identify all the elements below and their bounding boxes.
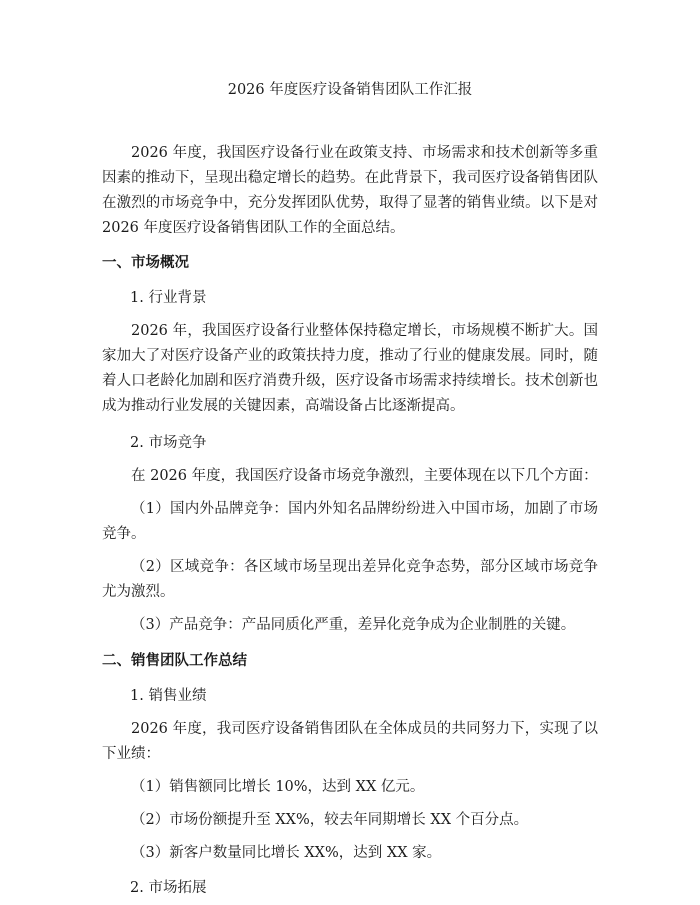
- list-item-regional-competition: （2）区域竞争：各区域市场呈现出差异化竞争态势，部分区域市场竞争尤为激烈。: [102, 559, 598, 600]
- document-body: [102, 141, 598, 899]
- list-item-product-competition: （3）产品竞争：产品同质化严重，差异化竞争成为企业制胜的关键。: [131, 617, 576, 633]
- section-heading-sales-team-summary: 二、销售团队工作总结: [102, 653, 247, 669]
- subheading-market-competition: 2. 市场竞争: [130, 435, 207, 451]
- paragraph-market-competition: 在 2026 年度，我国医疗设备市场竞争激烈，主要体现在以下几个方面：: [131, 468, 598, 484]
- document-title: 2026 年度医疗设备销售团队工作汇报: [227, 82, 473, 98]
- section-heading-market-overview: 一、市场概况: [102, 255, 189, 271]
- paragraph-industry-background: 2026 年，我国医疗设备行业整体保持稳定增长，市场规模不断扩大。国家加大了对医疗设备产业的政策扶持力度，推动了行业的健康发展。同时，随着人口老龄化加剧和医疗消费升级，医疗设备市场需求持续增长。技术创新也成为推动行业发展的关键因素，高端设备占比逐渐提高。: [102, 323, 598, 414]
- list-item-sales-growth: （1）销售额同比增长 10%，达到 XX 亿元。: [131, 779, 425, 795]
- list-item-brand-competition: （1）国内外品牌竞争：国内外知名品牌纷纷进入中国市场，加剧了市场竞争。: [102, 501, 598, 542]
- subheading-sales-performance: 1. 销售业绩: [130, 688, 207, 704]
- list-item-market-share: （2）市场份额提升至 XX%，较去年同期增长 XX 个百分点。: [131, 812, 529, 828]
- subheading-industry-background: 1. 行业背景: [130, 290, 207, 306]
- paragraph-sales-performance: 2026 年度，我司医疗设备销售团队在全体成员的共同努力下，实现了以下业绩：: [102, 721, 598, 762]
- intro-paragraph: 2026 年度，我国医疗设备行业在政策支持、市场需求和技术创新等多重因素的推动下，呈现出稳定增长的趋势。在此背景下，我司医疗设备销售团队在激烈的市场竞争中，充分发挥团队优势，取得了显著的销售业绩。以下是对 2026 年度医疗设备销售团队工作的全面总结。: [102, 145, 598, 236]
- subheading-market-expansion: 2. 市场拓展: [130, 880, 207, 896]
- list-item-new-customers: （3）新客户数量同比增长 XX%，达到 XX 家。: [131, 845, 442, 861]
